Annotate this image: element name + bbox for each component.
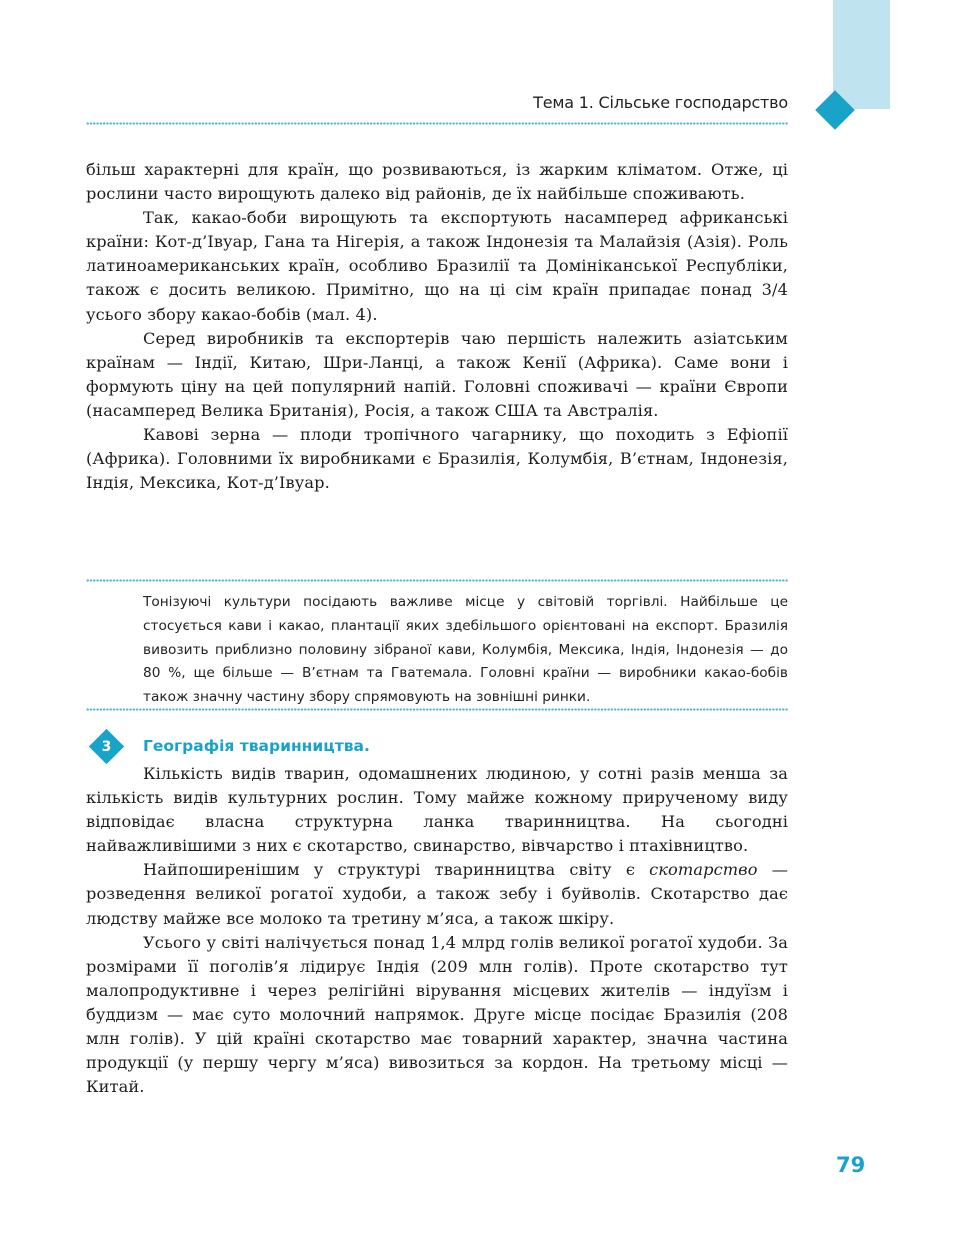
paragraph: Усього у світі налічується понад 1,4 млрд голів великої рогатої худоби. За розмірами її поголів’я лідирує Індія (209 млн голів). Проте скотарство тут малопродуктивне і через релігійні вірування місцевих жителів — індуїзм і буддизм — має суто молочний напрямок. Друге місце посідає Бразилія (208 млн голів). У цій країні скотарство має товарний характер, значна частина продукції (у першу чергу м’яса) вивозиться за кордон. На третьому місці — Китай. (86, 932, 788, 1097)
paragraph-text: Найпоширенішим у структурі тваринництва світу є (143, 860, 650, 880)
callout-bottom-divider (86, 707, 788, 712)
text-block-2 (86, 762, 788, 1099)
callout-top-divider (86, 578, 788, 583)
paragraph-text: — розведення великої рогатої худоби, а також зебу і буйволів. Скотарство дає людству майже все молоко та третину м’яса, а також шкіру. (86, 860, 788, 928)
italic-term: скотарство (649, 860, 758, 880)
running-header: Тема 1. Сільське господарство (533, 93, 788, 112)
callout-box: Тонізуючі культури посідають важливе місце у світовій торгівлі. Найбільше це стосується кави і какао, плантації яких здебільшого орієнтовані на експорт. Бразилія вивозить приблизно половину зібраної кави, Колумбія, Мексика, Індія, Індонезія — до 80 %, ще більше — В’єтнам та Гватемала. Головні країни — виробники какао-бобів також значну частину збору спрямовують на зовнішні ринки. (143, 594, 788, 706)
paragraph: Кількість видів тварин, одомашнених людиною, у сотні разів менша за кількість видів культурних рослин. Тому майже кожному прирученому виду відповідає власна структурна ланка тваринництва. На сьогодні найважливішими з них є скотарство, свинарство, вівчарство і птахівництво. (86, 764, 788, 856)
paragraph: Серед виробників та експортерів чаю першість належить азіатським країнам — Індії, Китаю, Шри-Ланці, а також Кенії (Африка). Саме вони і формують ціну на цей популярний напій. Головні споживачі — країни Європи (насамперед Велика Британія), Росія, а також США та Австралія. (86, 328, 788, 420)
corner-tab (833, 0, 890, 109)
text-block-1 (86, 158, 788, 495)
header-divider (86, 121, 788, 126)
section-number: 3 (101, 739, 112, 755)
paragraph: Кавові зерна — плоди тропічного чагарнику, що походить з Ефіопії (Африка). Головними їх виробниками є Бразилія, Колумбія, В’єтнам, Індонезія, Індія, Мексика, Кот-д’Івуар. (86, 425, 788, 493)
paragraph (86, 858, 788, 930)
section-title: Географія тваринництва. (143, 737, 370, 755)
paragraph: більш характерні для країн, що розвиваються, із жарким кліматом. Отже, ці рослини часто вирощують далеко від районів, де їх найбільше споживають. (86, 160, 788, 204)
paragraph: Так, какао-боби вирощують та експортують насамперед африканські країни: Кот-д’Івуар, Гана та Нігерія, а також Індонезія та Малайзія (Азія). Роль латиноамериканських країн, особливо Бразилії та Домініканської Республіки, також є досить великою. Примітно, що на ці сім країн припадає понад 3/4 усього збору какао-бобів (мал. 4). (86, 208, 788, 324)
page-number: 79 (836, 1153, 866, 1177)
